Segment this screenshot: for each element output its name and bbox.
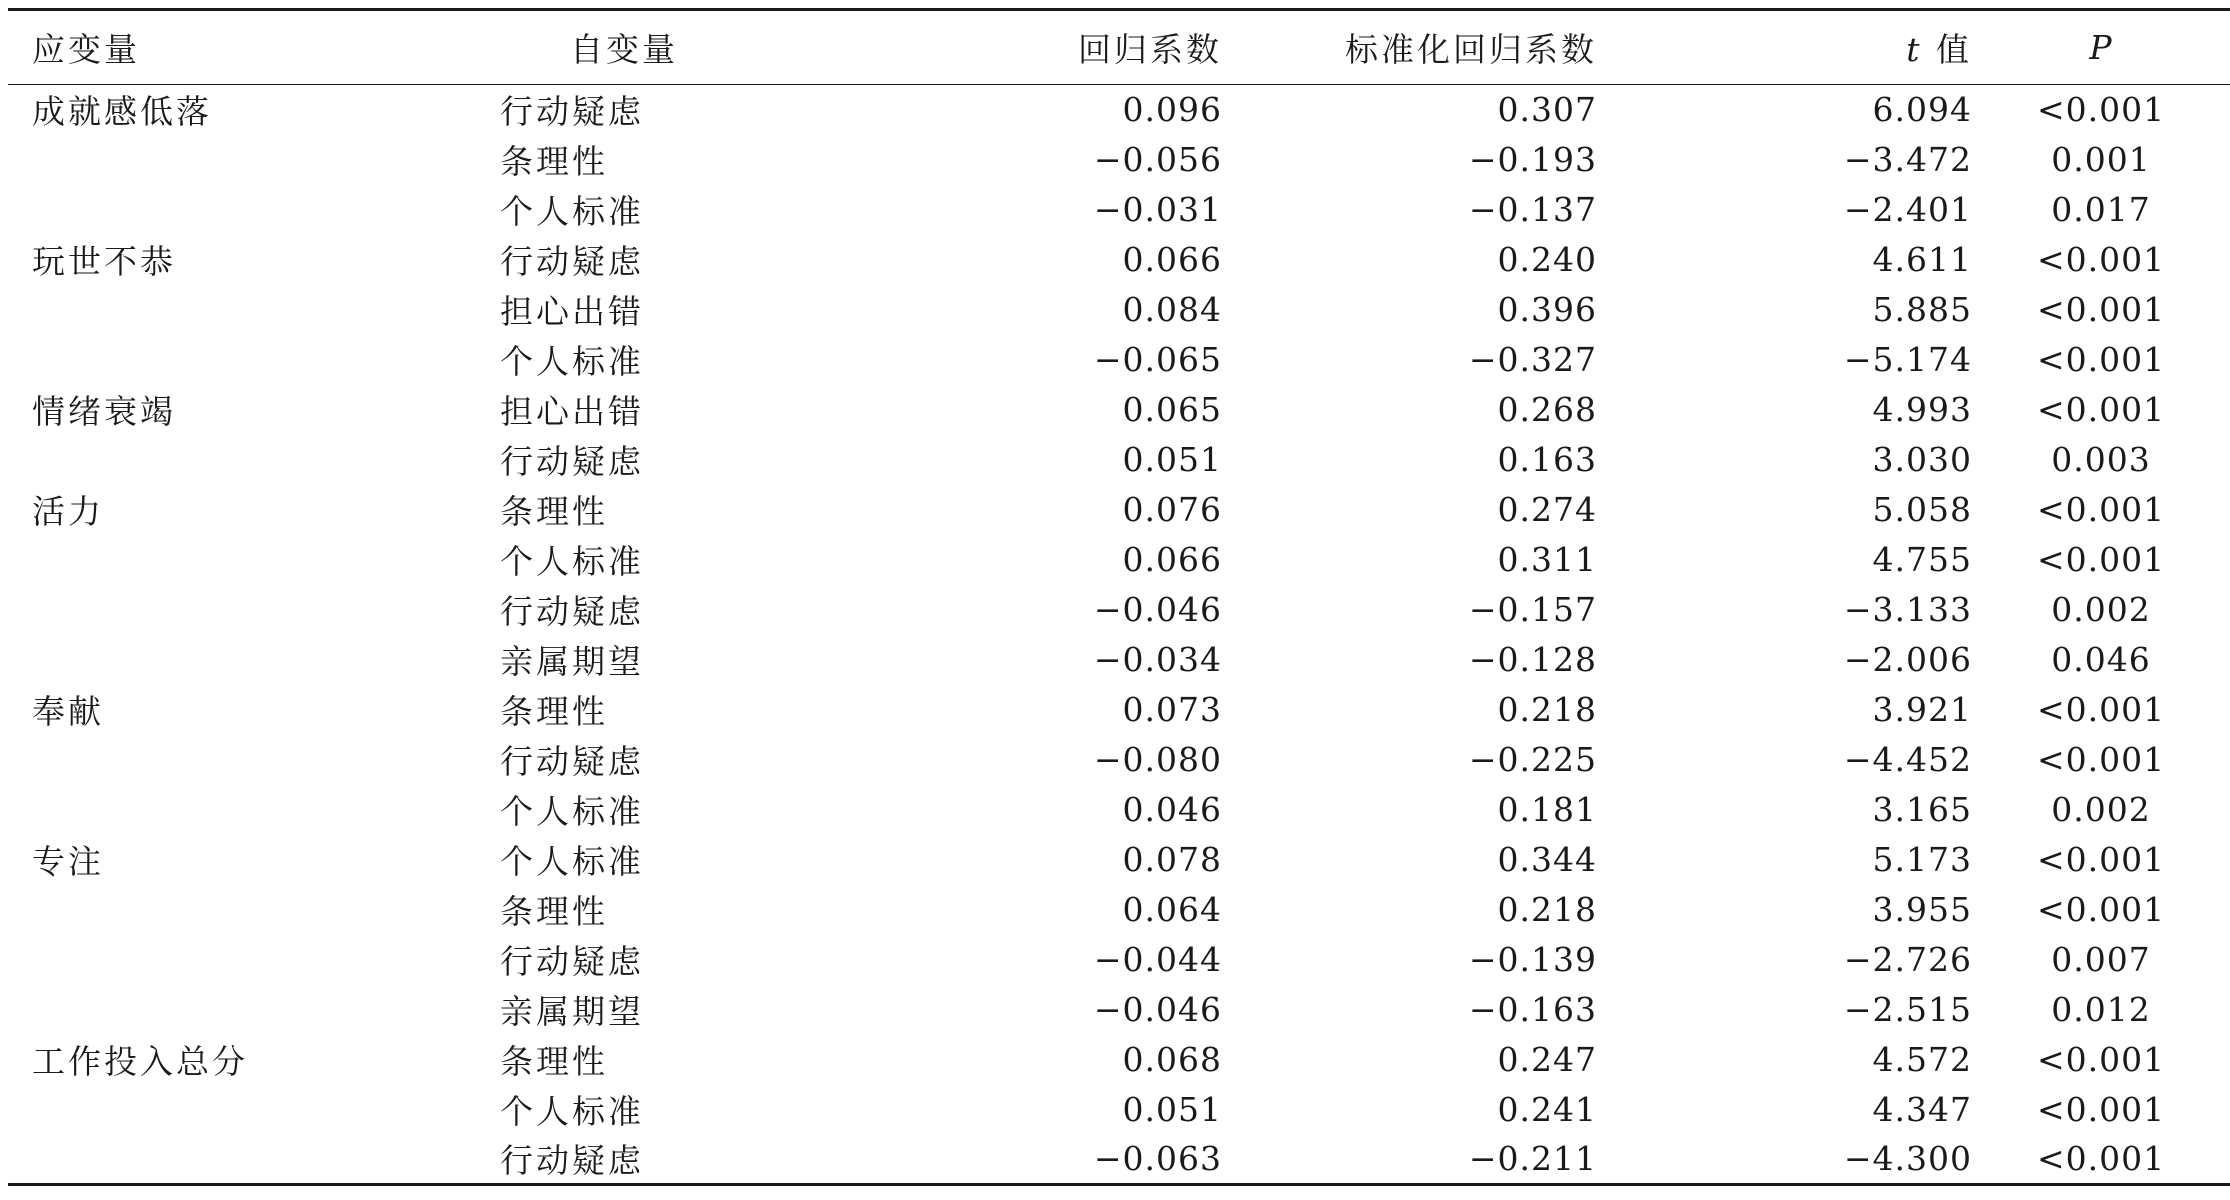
table-row: [8, 685, 2230, 735]
cell-coef: −0.044: [1093, 940, 1222, 979]
cell-p: 0.007: [2051, 940, 2151, 979]
cell-std-coef: 0.218: [1497, 890, 1597, 929]
table-row: [8, 1035, 2230, 1085]
table-row: [8, 785, 2230, 835]
cell-std-coef: −0.211: [1222, 1135, 1597, 1185]
cell-p: <0.001: [2036, 240, 2166, 279]
table-row: [8, 585, 2230, 635]
cell-independent: 行动疑虑: [500, 92, 644, 132]
cell-dependent: [8, 535, 458, 585]
cell-p: 0.012: [2051, 990, 2151, 1029]
cell-independent: 个人标准: [500, 542, 644, 581]
table-row: [8, 435, 2230, 485]
cell-std-coef: 0.307: [1497, 90, 1597, 130]
cell-dependent: [8, 185, 458, 235]
cell-independent: 条理性: [500, 1042, 608, 1081]
cell-t-value: 4.347: [1872, 1090, 1972, 1129]
cell-std-coef: −0.163: [1468, 990, 1597, 1029]
cell-std-coef: 0.218: [1497, 690, 1597, 729]
cell-dependent: [8, 985, 458, 1035]
cell-dependent: [8, 935, 458, 985]
cell-independent: 亲属期望: [500, 642, 644, 681]
cell-t-value: 4.993: [1872, 390, 1972, 429]
cell-independent: 条理性: [500, 142, 608, 181]
table-row: [8, 235, 2230, 285]
cell-dependent: [8, 435, 458, 485]
table-row: [8, 335, 2230, 385]
cell-t-value: −3.133: [1843, 590, 1972, 629]
cell-p: <0.001: [2036, 890, 2166, 929]
cell-dependent: [8, 635, 458, 685]
cell-t-value: −2.006: [1843, 640, 1972, 679]
cell-dependent: [8, 1135, 458, 1185]
cell-p: 0.002: [2051, 790, 2151, 829]
cell-std-coef: −0.128: [1468, 640, 1597, 679]
cell-dependent: [8, 885, 458, 935]
table-row: [8, 1135, 2230, 1185]
cell-p: 0.046: [2051, 640, 2151, 679]
cell-p: 0.003: [2051, 440, 2151, 479]
cell-std-coef: 0.268: [1497, 390, 1597, 429]
cell-independent: 行动疑虑: [500, 242, 644, 281]
cell-p: <0.001: [2036, 1090, 2166, 1129]
cell-p: 0.002: [2051, 590, 2151, 629]
table-row: [8, 885, 2230, 935]
table-row: [8, 985, 2230, 1035]
cell-dependent: [8, 335, 458, 385]
cell-independent: 条理性: [500, 692, 608, 731]
cell-dependent: [8, 585, 458, 635]
cell-independent: 个人标准: [500, 1092, 644, 1131]
cell-t-value: −2.515: [1843, 990, 1972, 1029]
cell-t-value: 5.173: [1872, 840, 1972, 879]
cell-t-value: 4.755: [1872, 540, 1972, 579]
cell-independent: 个人标准: [500, 792, 644, 831]
cell-coef: 0.084: [1122, 290, 1222, 329]
cell-std-coef: −0.225: [1468, 740, 1597, 779]
cell-t-value: 3.030: [1872, 440, 1972, 479]
table-row: [8, 1085, 2230, 1135]
cell-independent: 行动疑虑: [500, 592, 644, 631]
cell-coef: −0.063: [900, 1135, 1222, 1185]
cell-p: <0.001: [2036, 390, 2166, 429]
cell-p: <0.001: [2036, 1040, 2166, 1079]
cell-p: <0.001: [2036, 290, 2166, 329]
table-row: [8, 935, 2230, 985]
cell-t-value: 3.955: [1872, 890, 1972, 929]
cell-dependent: [8, 735, 458, 785]
table-row: [8, 85, 2230, 135]
table-row: [8, 285, 2230, 335]
cell-coef: 0.051: [1122, 1090, 1222, 1129]
cell-independent: 行动疑虑: [500, 942, 644, 981]
cell-coef: 0.096: [1122, 90, 1222, 130]
cell-independent: 个人标准: [500, 192, 644, 231]
cell-coef: 0.078: [1122, 840, 1222, 879]
cell-p: <0.001: [2036, 840, 2166, 879]
cell-p: <0.001: [2036, 540, 2166, 579]
cell-std-coef: −0.327: [1468, 340, 1597, 379]
cell-independent: 个人标准: [500, 342, 644, 381]
cell-dependent: [8, 1085, 458, 1135]
cell-t-value: −2.726: [1843, 940, 1972, 979]
cell-coef: −0.080: [1093, 740, 1222, 779]
cell-t-value: 4.611: [1872, 240, 1972, 279]
cell-std-coef: −0.157: [1468, 590, 1597, 629]
cell-dependent: 奉献: [32, 692, 104, 731]
table-row: [8, 735, 2230, 785]
header-row: [8, 10, 2230, 85]
regression-table: [8, 8, 2230, 1186]
cell-dependent: 情绪衰竭: [32, 392, 176, 431]
header-t-suffix: 值: [1922, 30, 1972, 69]
cell-std-coef: −0.193: [1468, 140, 1597, 179]
table-body: [8, 85, 2230, 1185]
cell-t-value: −5.174: [1843, 340, 1972, 379]
cell-std-coef: −0.139: [1468, 940, 1597, 979]
cell-coef: −0.065: [1093, 340, 1222, 379]
cell-t-value: 6.094: [1872, 90, 1972, 130]
table-row: [8, 835, 2230, 885]
cell-dependent: 活力: [32, 492, 104, 531]
table-row: [8, 185, 2230, 235]
cell-dependent: [8, 285, 458, 335]
cell-t-value: −3.472: [1843, 140, 1972, 179]
cell-independent: 个人标准: [500, 842, 644, 881]
table-row: [8, 485, 2230, 535]
cell-coef: 0.068: [1122, 1040, 1222, 1079]
cell-independent: 条理性: [500, 892, 608, 931]
cell-coef: 0.064: [1122, 890, 1222, 929]
header-independent: 自变量: [458, 10, 900, 85]
cell-dependent: 工作投入总分: [32, 1042, 248, 1081]
cell-coef: 0.046: [1122, 790, 1222, 829]
cell-coef: 0.066: [1122, 540, 1222, 579]
cell-p: 0.017: [2051, 190, 2151, 229]
header-std-coef: 标准化回归系数: [1222, 10, 1597, 85]
cell-coef: −0.031: [1093, 190, 1222, 229]
cell-independent: 条理性: [500, 492, 608, 531]
cell-independent: 行动疑虑: [458, 1135, 900, 1185]
cell-coef: 0.065: [1122, 390, 1222, 429]
cell-std-coef: 0.396: [1497, 290, 1597, 329]
cell-coef: −0.046: [1093, 590, 1222, 629]
header-t-value: [1597, 10, 1972, 85]
cell-t-value: −2.401: [1843, 190, 1972, 229]
cell-t-value: −4.452: [1843, 740, 1972, 779]
cell-independent: 担心出错: [500, 292, 644, 331]
cell-coef: −0.056: [1093, 140, 1222, 179]
cell-t-value: 5.058: [1872, 490, 1972, 529]
cell-dependent: [8, 135, 458, 185]
cell-dependent: 专注: [32, 842, 104, 881]
table-row: [8, 635, 2230, 685]
cell-dependent: 成就感低落: [32, 92, 212, 132]
cell-independent: 行动疑虑: [500, 742, 644, 781]
cell-dependent: [8, 785, 458, 835]
cell-std-coef: 0.241: [1497, 1090, 1597, 1129]
cell-p: <0.001: [2036, 90, 2166, 130]
cell-p: 0.001: [2051, 140, 2151, 179]
cell-std-coef: 0.181: [1497, 790, 1597, 829]
cell-std-coef: 0.247: [1497, 1040, 1597, 1079]
cell-std-coef: −0.137: [1468, 190, 1597, 229]
cell-coef: −0.046: [1093, 990, 1222, 1029]
cell-t-value: 5.885: [1872, 290, 1972, 329]
cell-coef: 0.076: [1122, 490, 1222, 529]
cell-std-coef: 0.311: [1497, 540, 1597, 579]
table-row: [8, 535, 2230, 585]
header-coef: 回归系数: [900, 10, 1222, 85]
cell-coef: 0.051: [1122, 440, 1222, 479]
cell-dependent: 玩世不恭: [32, 242, 176, 281]
header-dependent: 应变量: [8, 10, 458, 85]
table-row: [8, 385, 2230, 435]
cell-independent: 行动疑虑: [500, 442, 644, 481]
header-t-symbol: t: [1906, 30, 1923, 69]
cell-p: <0.001: [1972, 1135, 2230, 1185]
cell-p: <0.001: [2036, 340, 2166, 379]
cell-p: <0.001: [2036, 690, 2166, 729]
header-p: P: [1972, 10, 2230, 85]
cell-independent: 担心出错: [500, 392, 644, 431]
cell-std-coef: 0.274: [1497, 490, 1597, 529]
table-row: [8, 135, 2230, 185]
cell-t-value: 4.572: [1872, 1040, 1972, 1079]
cell-std-coef: 0.163: [1497, 440, 1597, 479]
cell-coef: 0.066: [1122, 240, 1222, 279]
cell-t-value: 3.165: [1872, 790, 1972, 829]
table-header: [8, 10, 2230, 85]
cell-p: <0.001: [2036, 740, 2166, 779]
cell-t-value: 3.921: [1872, 690, 1972, 729]
cell-t-value: −4.300: [1597, 1135, 1972, 1185]
cell-independent: 亲属期望: [500, 992, 644, 1031]
cell-coef: −0.034: [1093, 640, 1222, 679]
cell-std-coef: 0.344: [1497, 840, 1597, 879]
cell-std-coef: 0.240: [1497, 240, 1597, 279]
cell-coef: 0.073: [1122, 690, 1222, 729]
cell-p: <0.001: [2036, 490, 2166, 529]
